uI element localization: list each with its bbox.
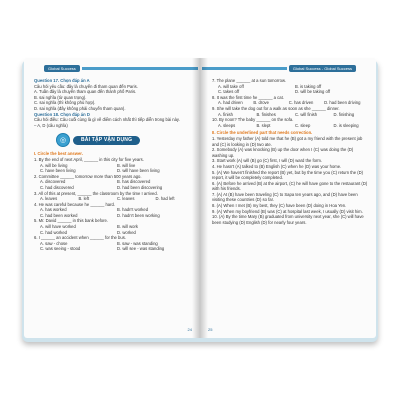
option[interactable]: A. sleeps bbox=[218, 122, 236, 128]
item-question: 4. He was careful because he ______ hard. bbox=[34, 201, 116, 207]
exercise1-title: I. Circle the best answer. bbox=[34, 151, 83, 157]
item-question: 5. Mr. David ______ in this bank before. bbox=[34, 218, 109, 224]
option[interactable]: C. sleep bbox=[295, 122, 311, 128]
left-header-line bbox=[82, 67, 198, 70]
exercise-item bbox=[212, 117, 368, 128]
option[interactable]: C. had worked bbox=[40, 229, 67, 235]
open-book bbox=[22, 58, 378, 344]
option[interactable]: D. will see - was standing bbox=[117, 246, 165, 252]
option[interactable]: D. worked bbox=[117, 229, 136, 235]
right-header bbox=[200, 64, 356, 72]
exercise-item bbox=[212, 78, 368, 95]
correction-item: 7. (A) At (B) have been traveling (C) to Sapa ten years ago, and (D) have been visiting these countries (D) so far. bbox=[212, 191, 358, 203]
item-question: 9. She will take the dog out for a walk as soon as she ______ dinner. bbox=[212, 105, 340, 111]
option[interactable]: D. had been driving bbox=[324, 100, 361, 106]
option[interactable]: A. discovered bbox=[40, 179, 66, 185]
section-badge: BÀI TẬP VẬN DỤNG bbox=[73, 136, 140, 146]
q17-line: C. sai nghĩa (thì không phù hợp). bbox=[34, 100, 96, 106]
exercise-item bbox=[34, 235, 190, 252]
option[interactable]: B. will work bbox=[117, 224, 138, 230]
option[interactable]: C. leaves bbox=[117, 196, 135, 202]
exercise-item bbox=[34, 202, 190, 219]
exercise-item bbox=[212, 106, 368, 117]
exercise-item bbox=[34, 157, 190, 174]
option[interactable]: A. had driven bbox=[218, 100, 243, 106]
right-page-number: 25 bbox=[208, 327, 213, 332]
option[interactable]: B. is taking off bbox=[295, 83, 322, 89]
option[interactable]: D. had left bbox=[155, 196, 175, 202]
q17-title: Question 17. Chọn đáp án A bbox=[34, 78, 90, 83]
option[interactable]: C. will finish bbox=[295, 111, 318, 117]
option[interactable]: B. will live bbox=[117, 162, 136, 168]
option[interactable]: D. hadn't been working bbox=[117, 212, 160, 218]
item-question: 8. It was the first time he ______ a cat. bbox=[212, 94, 284, 100]
option[interactable]: D. will be taking off bbox=[295, 89, 331, 95]
option[interactable]: A. leaves bbox=[40, 196, 58, 202]
item-question: 6. I ______ an accident when ______ for the bus. bbox=[34, 235, 126, 241]
option[interactable]: A. saw - chose bbox=[40, 240, 68, 246]
option[interactable]: B. has discovered bbox=[117, 179, 151, 185]
option[interactable]: C. was seeing - stood bbox=[40, 246, 81, 252]
option[interactable]: C. has driven bbox=[288, 100, 314, 106]
option[interactable]: A. finish bbox=[218, 111, 233, 117]
q17-line: B. sai nghĩa (từ quan trọng). bbox=[34, 94, 87, 100]
q17-line: Câu hỏi yêu cầu: đây là chuyến đi tham quan đến Paris. bbox=[34, 83, 138, 89]
option[interactable]: D. had been discovering bbox=[117, 184, 163, 190]
left-page-number: 24 bbox=[187, 327, 192, 332]
exercise-item bbox=[34, 174, 190, 191]
correction-item: 4. He hasn't (A) talked to (B) English (C) when he (D) was your home. bbox=[212, 163, 342, 169]
option[interactable]: B. drove bbox=[253, 100, 269, 106]
option[interactable]: A. will be living bbox=[40, 162, 68, 168]
section-header bbox=[56, 133, 190, 147]
correction-item: 1. Yesterday my father (A) told me that he (B) got a my friend with the present job and (C) is looking in (D) two ate. bbox=[212, 135, 363, 147]
q18-title: Question 18. Chọn đáp án D bbox=[34, 111, 90, 117]
option[interactable]: B. hadn't worked bbox=[117, 207, 149, 213]
option[interactable]: D. is sleeping bbox=[333, 122, 359, 128]
option[interactable]: A. has worked bbox=[40, 207, 67, 213]
option[interactable]: C. had been worked bbox=[40, 212, 78, 218]
option[interactable]: D. finishing bbox=[333, 111, 355, 117]
q17-line: D. sai nghĩa (đây không phải chuyến tham quan). bbox=[34, 105, 126, 111]
exercise-item bbox=[34, 218, 190, 235]
option[interactable]: C. had discovered bbox=[40, 184, 74, 190]
right-content bbox=[212, 78, 368, 225]
q18-line: – A, D (câu nghĩa) bbox=[34, 122, 68, 128]
item-question: 10. By noon? The baby ______ on the sofa. bbox=[212, 117, 294, 123]
right-header-line bbox=[202, 67, 287, 70]
option[interactable]: B. finishes bbox=[256, 111, 276, 117]
correction-item: 5. (A) We haven't finished the report (B) yet, but by the time you (C) return the (D) report, it will be completely completed. bbox=[212, 169, 364, 181]
option[interactable]: B. saw - was standing bbox=[117, 240, 158, 246]
item-question: 1. By the end of next April, ______ in this city for five years. bbox=[34, 156, 144, 162]
correction-item: 8. (A) When I met (B) my best, they (C) have been (D) doing in Hoa Yen. bbox=[212, 203, 347, 209]
left-page bbox=[24, 58, 200, 338]
correction-item: 6. (A) Before he arrived (B) at the airport, (C) he will have gone to the restaurant (D) with his friends. bbox=[212, 180, 368, 192]
item-question: 2. Committee ______ tomorrow more than 500 years ago. bbox=[34, 173, 142, 179]
exercise-item bbox=[34, 191, 190, 202]
correction-item: 3. Start work (A) will (B) go (C) first, I will (D) ward the form. bbox=[212, 158, 323, 164]
book-spine bbox=[192, 58, 208, 338]
option[interactable]: B. slept bbox=[256, 122, 271, 128]
option[interactable]: A. will have worked bbox=[40, 224, 76, 230]
q18-line: Câu hỏi điều: Câu cuối cùng là gì về điểm cách nhất thì tiếp diễn trong bài này. bbox=[34, 117, 180, 123]
option[interactable]: C. takes off bbox=[218, 89, 240, 95]
correction-item: 10. (A) By the time Mary (B) graduated from university next year, she (C) will have been studying (D) English (D) for nearly four years. bbox=[212, 214, 364, 225]
correction-item: 2. Somebody (A) was knocking (B) up the door when I (C) was doing the (D) washing up. bbox=[212, 147, 354, 158]
right-page bbox=[200, 58, 376, 338]
left-header bbox=[44, 64, 200, 72]
item-question: 3. All of this at present, ______ the classroom by the time I arrived. bbox=[34, 190, 158, 196]
left-header-label: Global Success bbox=[44, 65, 80, 72]
left-content bbox=[34, 78, 190, 252]
right-header-label: Global Success - Global Success bbox=[289, 65, 356, 72]
target-icon: ◎ bbox=[56, 133, 70, 147]
correction-item: 9. (A) When my boyfriend (B) was (C) at hospital last week, I usually (D) visit him. bbox=[212, 208, 363, 214]
q17-line: A. Tuần đây là chuyến tham quan đến thành phố Paris. bbox=[34, 89, 137, 95]
option[interactable]: C. have been living bbox=[40, 168, 76, 174]
exercise-item bbox=[212, 95, 368, 106]
exercise2-title: II. Circle the underlined part that needs correction. bbox=[212, 130, 313, 136]
option[interactable]: A. will take off bbox=[218, 83, 244, 89]
item-question: 7. The plane ______ at a sun tomorrow. bbox=[212, 78, 286, 83]
option[interactable]: D. will have been living bbox=[117, 168, 160, 174]
option[interactable]: B. left bbox=[78, 196, 90, 202]
